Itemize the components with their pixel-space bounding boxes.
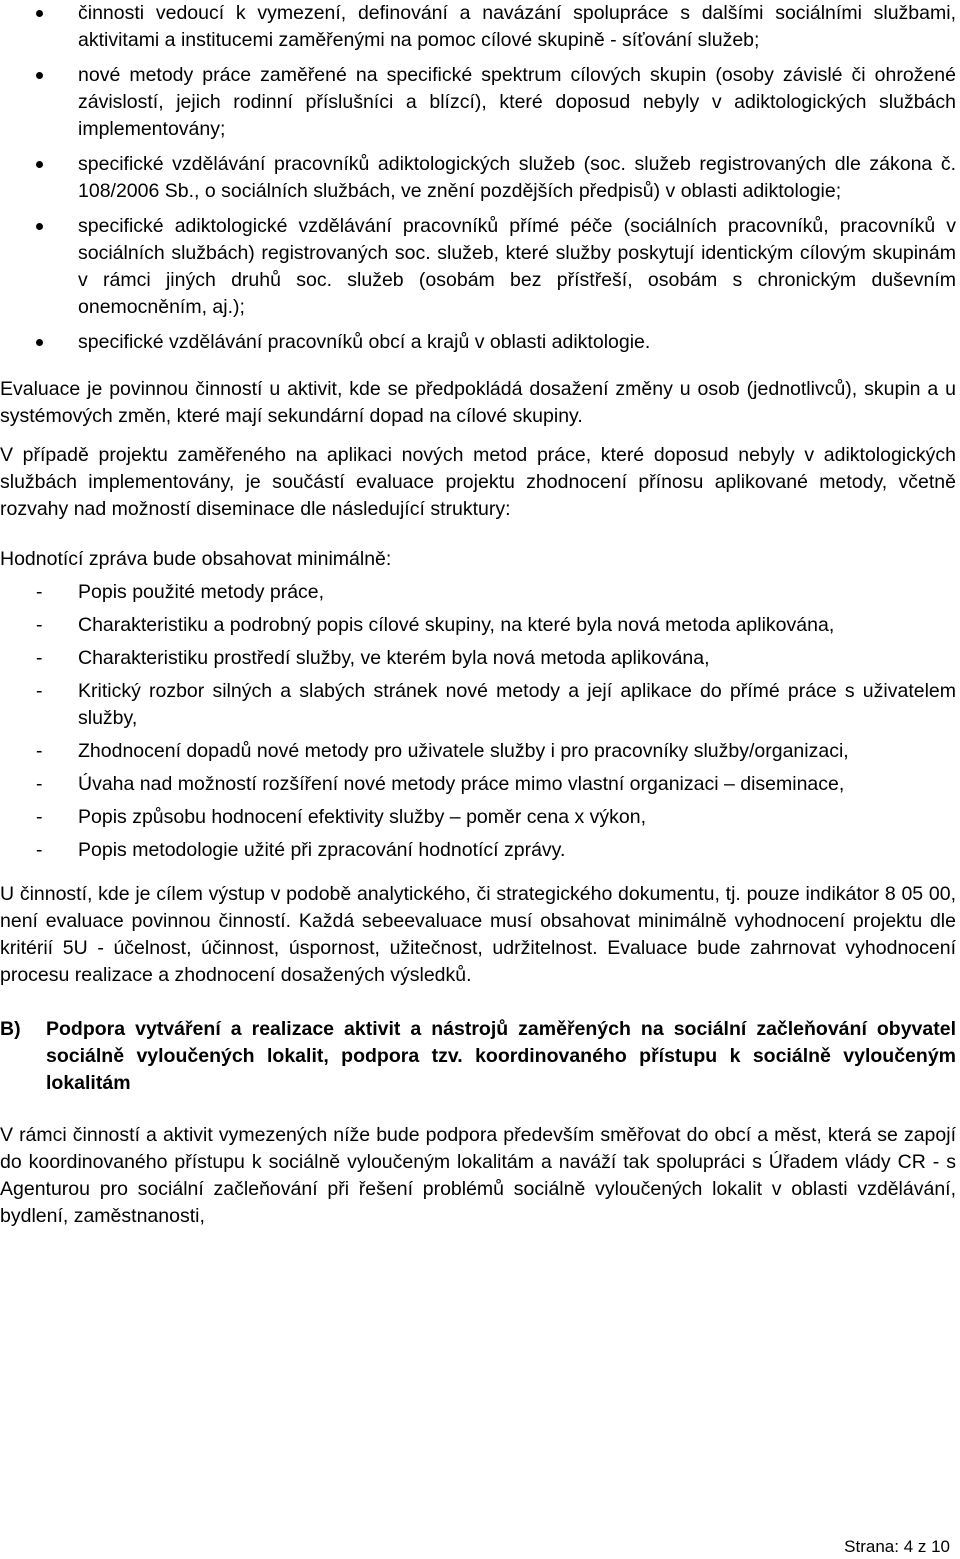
dash-item — [0, 771, 956, 798]
bullet-item — [0, 0, 956, 54]
section-b-title: Podpora vytváření a realizace aktivit a nástrojů zaměřených na sociální začleňování obyvatel sociálně vyloučených lokalit, podpora tzv. koordinovaného přístupu k sociálně vyloučeným lokalitám — [46, 1018, 956, 1094]
dash-text: Popis použité metody práce, — [78, 581, 325, 603]
dash-text: Úvaha nad možností rozšíření nové metody práce mimo vlastní organizaci – diseminace, — [78, 773, 845, 795]
dash-item — [0, 612, 956, 639]
dash-item — [0, 645, 956, 672]
dash-text: Kritický rozbor silných a slabých stránek nové metody a její aplikace do přímé práce s uživatelem služby, — [78, 680, 956, 729]
bullet-icon — [36, 339, 43, 346]
paragraph-hodnotici-intro: Hodnotící zpráva bude obsahovat minimálně: — [0, 548, 392, 570]
bullet-text: nové metody práce zaměřené na specifické spektrum cílových skupin (osoby závislé či ohrožené závislostí, jejich rodinní příslušníci a blízcí), které doposud nebyly v adiktologických službách implementovány; — [78, 64, 956, 140]
bullet-item — [0, 213, 956, 321]
bullet-text: specifické vzdělávání pracovníků obcí a krajů v oblasti adiktologie. — [78, 331, 651, 353]
section-b-marker: B) — [0, 1018, 21, 1040]
paragraph-v-ramci: V rámci činností a aktivit vymezených níže bude podpora především směřovat do obcí a měst, která se zapojí do koordinovaného přístupu k sociálně vyloučeným lokalitám a naváží tak spolupráci s Úřadem vlády CR - s Agenturou pro sociální začleňování při řešení problémů sociálně vyloučených lokalit v oblasti vzdělávání, bydlení, zaměstnanosti, — [0, 1124, 956, 1227]
bullet-icon — [36, 72, 43, 79]
paragraph-cinnosti: U činností, kde je cílem výstup v podobě analytického, či strategického dokumentu, tj. pouze indikátor 8 05 00, není evaluace povinnou činností. Každá sebeevaluace musí obsahovat minimálně vyhodnocení projektu dle kritérií 5U - účelnost, účinnost, úspornost, užitečnost, udržitelnost. Evaluace bude zahrnovat vyhodnocení procesu realizace a zhodnocení dosažených výsledků. — [0, 883, 956, 986]
dash-item — [0, 738, 956, 765]
dash-item — [0, 678, 956, 732]
bullet-icon — [36, 161, 43, 168]
bullet-text: specifické vzdělávání pracovníků adiktologických služeb (soc. služeb registrovaných dle zákona č. 108/2006 Sb., o sociálních službách, ve znění pozdějších předpisů) v oblasti adiktologie; — [78, 153, 956, 202]
dash-text: Charakteristiku prostředí služby, ve kterém byla nová metoda aplikována, — [78, 647, 710, 669]
paragraph-evaluace: Evaluace je povinnou činností u aktivit, kde se předpokládá dosažení změny u osob (jednotlivců), skupin a u systémových změn, které mají sekundární dopad na cílové skupiny. — [0, 378, 956, 427]
bullet-icon — [36, 10, 43, 17]
dash-text: Popis metodologie užité při zpracování hodnotící zprávy. — [78, 839, 566, 861]
bullet-text: specifické adiktologické vzdělávání pracovníků přímé péče (sociálních pracovníků, pracovníků v sociálních službách) registrovaných soc. služeb, které služby poskytují identickým cílovým skupinám v rámci jiných druhů soc. služeb (osobám bez přístřeší, osobám s chronickým duševním onemocněním, aj.); — [78, 215, 956, 318]
dash-marker: - — [36, 740, 43, 762]
paragraph-pripad: V případě projektu zaměřeného na aplikaci nových metod práce, které doposud nebyly v adiktologických službách implementovány, je součástí evaluace projektu zhodnocení přínosu aplikované metody, včetně rozvahy nad možností diseminace dle následující struktury: — [0, 444, 956, 520]
bullet-item — [0, 329, 956, 356]
page-number: Strana: 4 z 10 — [844, 1537, 950, 1556]
dash-marker: - — [36, 839, 43, 861]
section-b-heading — [0, 1016, 956, 1097]
dash-list — [0, 579, 956, 864]
dash-marker: - — [36, 773, 43, 795]
dash-marker: - — [36, 680, 43, 702]
dash-item — [0, 579, 956, 606]
dash-marker: - — [36, 647, 43, 669]
page-footer — [844, 1536, 950, 1558]
dash-item — [0, 804, 956, 831]
dash-item — [0, 837, 956, 864]
bullet-item — [0, 151, 956, 205]
dash-text: Charakteristiku a podrobný popis cílové skupiny, na které byla nová metoda aplikována, — [78, 614, 835, 636]
dash-text: Zhodnocení dopadů nové metody pro uživatele služby i pro pracovníky služby/organizaci, — [78, 740, 849, 762]
bullet-text: činnosti vedoucí k vymezení, definování a navázání spolupráce s dalšími sociálními službami, aktivitami a institucemi zaměřenými na pomoc cílové skupině - síťování služeb; — [78, 2, 956, 51]
dash-marker: - — [36, 806, 43, 828]
dash-marker: - — [36, 614, 43, 636]
bullet-item — [0, 62, 956, 143]
bullet-icon — [36, 223, 43, 230]
bullet-list — [0, 0, 956, 356]
dash-text: Popis způsobu hodnocení efektivity služby – poměr cena x výkon, — [78, 806, 646, 828]
dash-marker: - — [36, 581, 43, 603]
